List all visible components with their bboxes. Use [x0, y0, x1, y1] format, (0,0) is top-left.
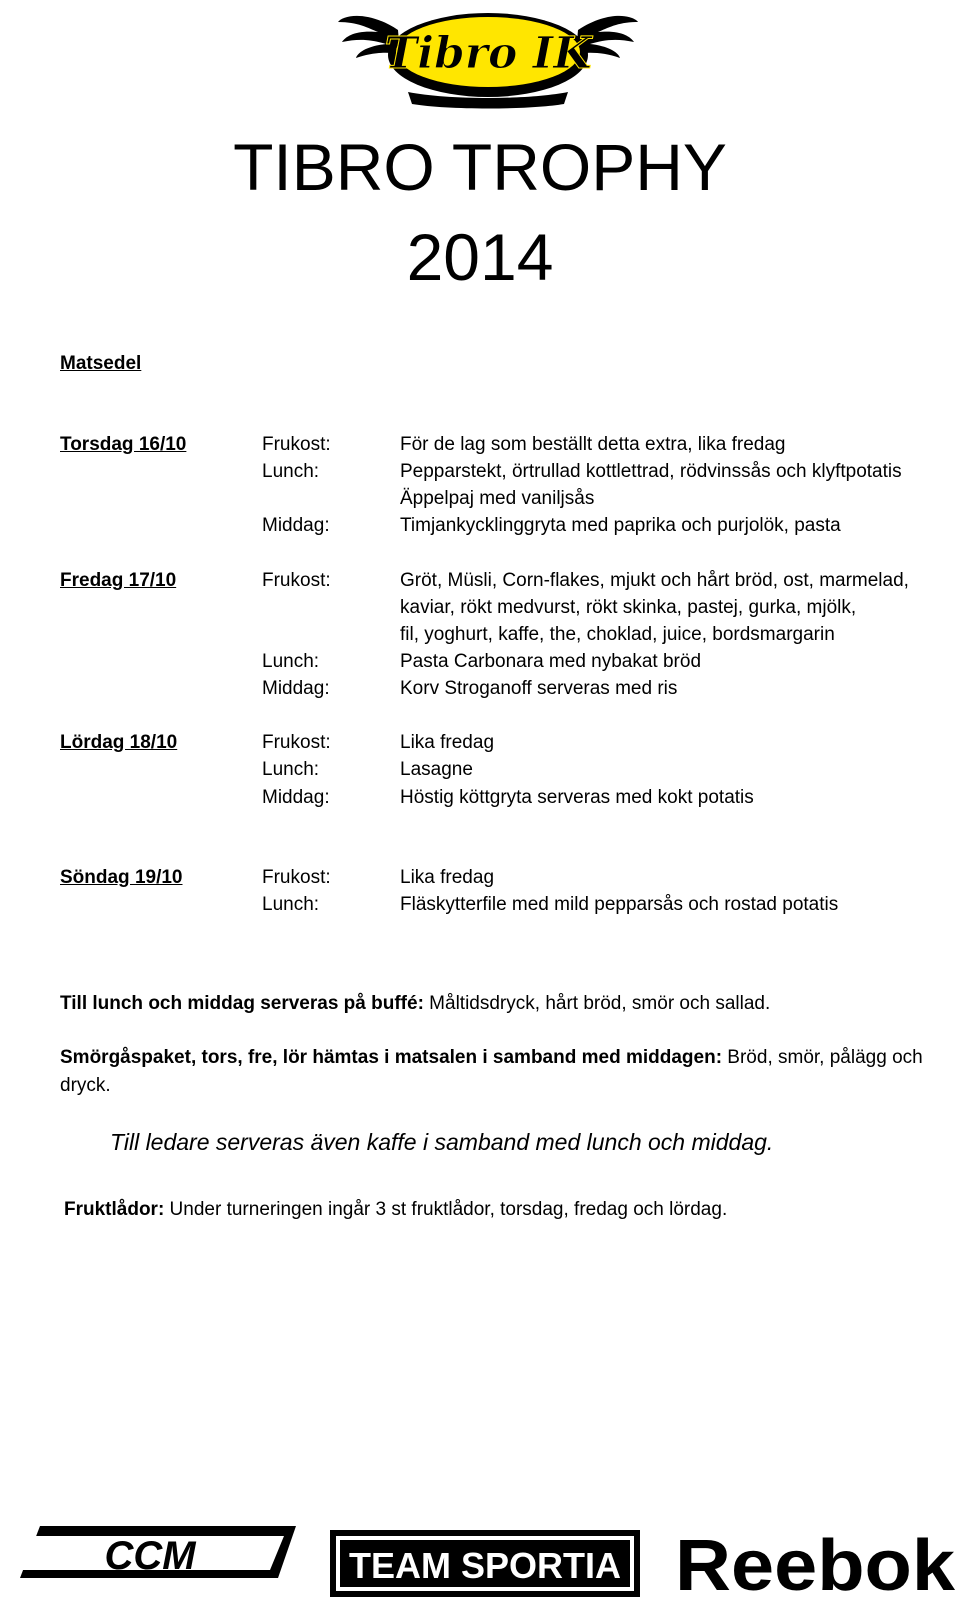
menu-heading: Matsedel [60, 353, 142, 374]
smorgas-note-continued: dryck. [60, 1075, 111, 1096]
fruit-note [64, 1196, 727, 1223]
meal-label: Frukost: [262, 570, 331, 591]
meal-label: Middag: [262, 515, 330, 536]
meal-text: För de lag som beställt detta extra, lika fredag [400, 434, 786, 455]
fruit-note-text: Under turneringen ingår 3 st fruktlådor, torsdag, fredag och lördag. [164, 1199, 728, 1220]
meal-label: Frukost: [262, 434, 331, 455]
smorgas-note-label: Smörgåspaket, tors, fre, lör hämtas i matsalen i samband med middagen: [60, 1047, 723, 1068]
meal-label: Lunch: [262, 651, 320, 672]
buffet-note [60, 990, 770, 1017]
tibro-ik-logo [338, 0, 638, 110]
team-sportia-logo [330, 1530, 640, 1597]
meal-text: Gröt, Müsli, Corn-flakes, mjukt och hårt bröd, ost, marmelad, [400, 570, 909, 591]
smorgas-note-text: Bröd, smör, pålägg och [722, 1047, 923, 1068]
logo-text: Tibro IK [384, 28, 592, 79]
reebok-logo [675, 1520, 960, 1597]
day-label: Fredag 17/10 [60, 570, 177, 591]
meal-label: Lunch: [262, 461, 320, 482]
day-label: Söndag 19/10 [60, 867, 183, 888]
meal-label: Middag: [262, 787, 330, 808]
fruit-note-label: Fruktlådor: [64, 1199, 165, 1220]
meal-text: kaviar, rökt medvurst, rökt skinka, pastej, gurka, mjölk, [400, 597, 857, 618]
page-title: TIBRO TROPHY [233, 130, 727, 204]
ccm-logo [0, 1522, 300, 1597]
team-sportia-logo-text: TEAM SPORTIA [348, 1545, 622, 1586]
page-title-year: 2014 [406, 220, 554, 294]
buffet-note-text: Måltidsdryck, hårt bröd, smör och sallad. [423, 993, 771, 1014]
meal-label: Lunch: [262, 894, 320, 915]
meal-text: Pasta Carbonara med nybakat bröd [400, 651, 702, 672]
meal-text: Timjankycklinggryta med paprika och purjolök, pasta [400, 515, 841, 536]
meal-text: Pepparstekt, örtrullad kottlettrad, rödvinssås och klyftpotatis [400, 461, 902, 482]
meal-label: Lunch: [262, 759, 320, 780]
ccm-logo-text: CCM [104, 1534, 196, 1578]
meal-text: Lasagne [400, 759, 473, 780]
meal-text: Äppelpaj med vaniljsås [400, 488, 595, 509]
day-label: Lördag 18/10 [60, 732, 178, 753]
reebok-logo-text: Reebok [675, 1526, 957, 1597]
leaders-note: Till ledare serveras även kaffe i samband med lunch och middag. [110, 1129, 774, 1155]
meal-text: fil, yoghurt, kaffe, the, choklad, juice, bordsmargarin [400, 624, 835, 645]
meal-label: Frukost: [262, 732, 331, 753]
meal-label: Middag: [262, 678, 330, 699]
meal-text: Korv Stroganoff serveras med ris [400, 678, 678, 699]
buffet-note-label: Till lunch och middag serveras på buffé: [60, 993, 424, 1014]
meal-label: Frukost: [262, 867, 331, 888]
day-label: Torsdag 16/10 [60, 434, 187, 455]
smorgas-note [60, 1044, 923, 1071]
meal-text: Höstig köttgryta serveras med kokt potatis [400, 787, 754, 808]
meal-text: Fläskytterfile med mild pepparsås och rostad potatis [400, 894, 839, 915]
meal-text: Lika fredag [400, 867, 495, 888]
meal-text: Lika fredag [400, 732, 495, 753]
